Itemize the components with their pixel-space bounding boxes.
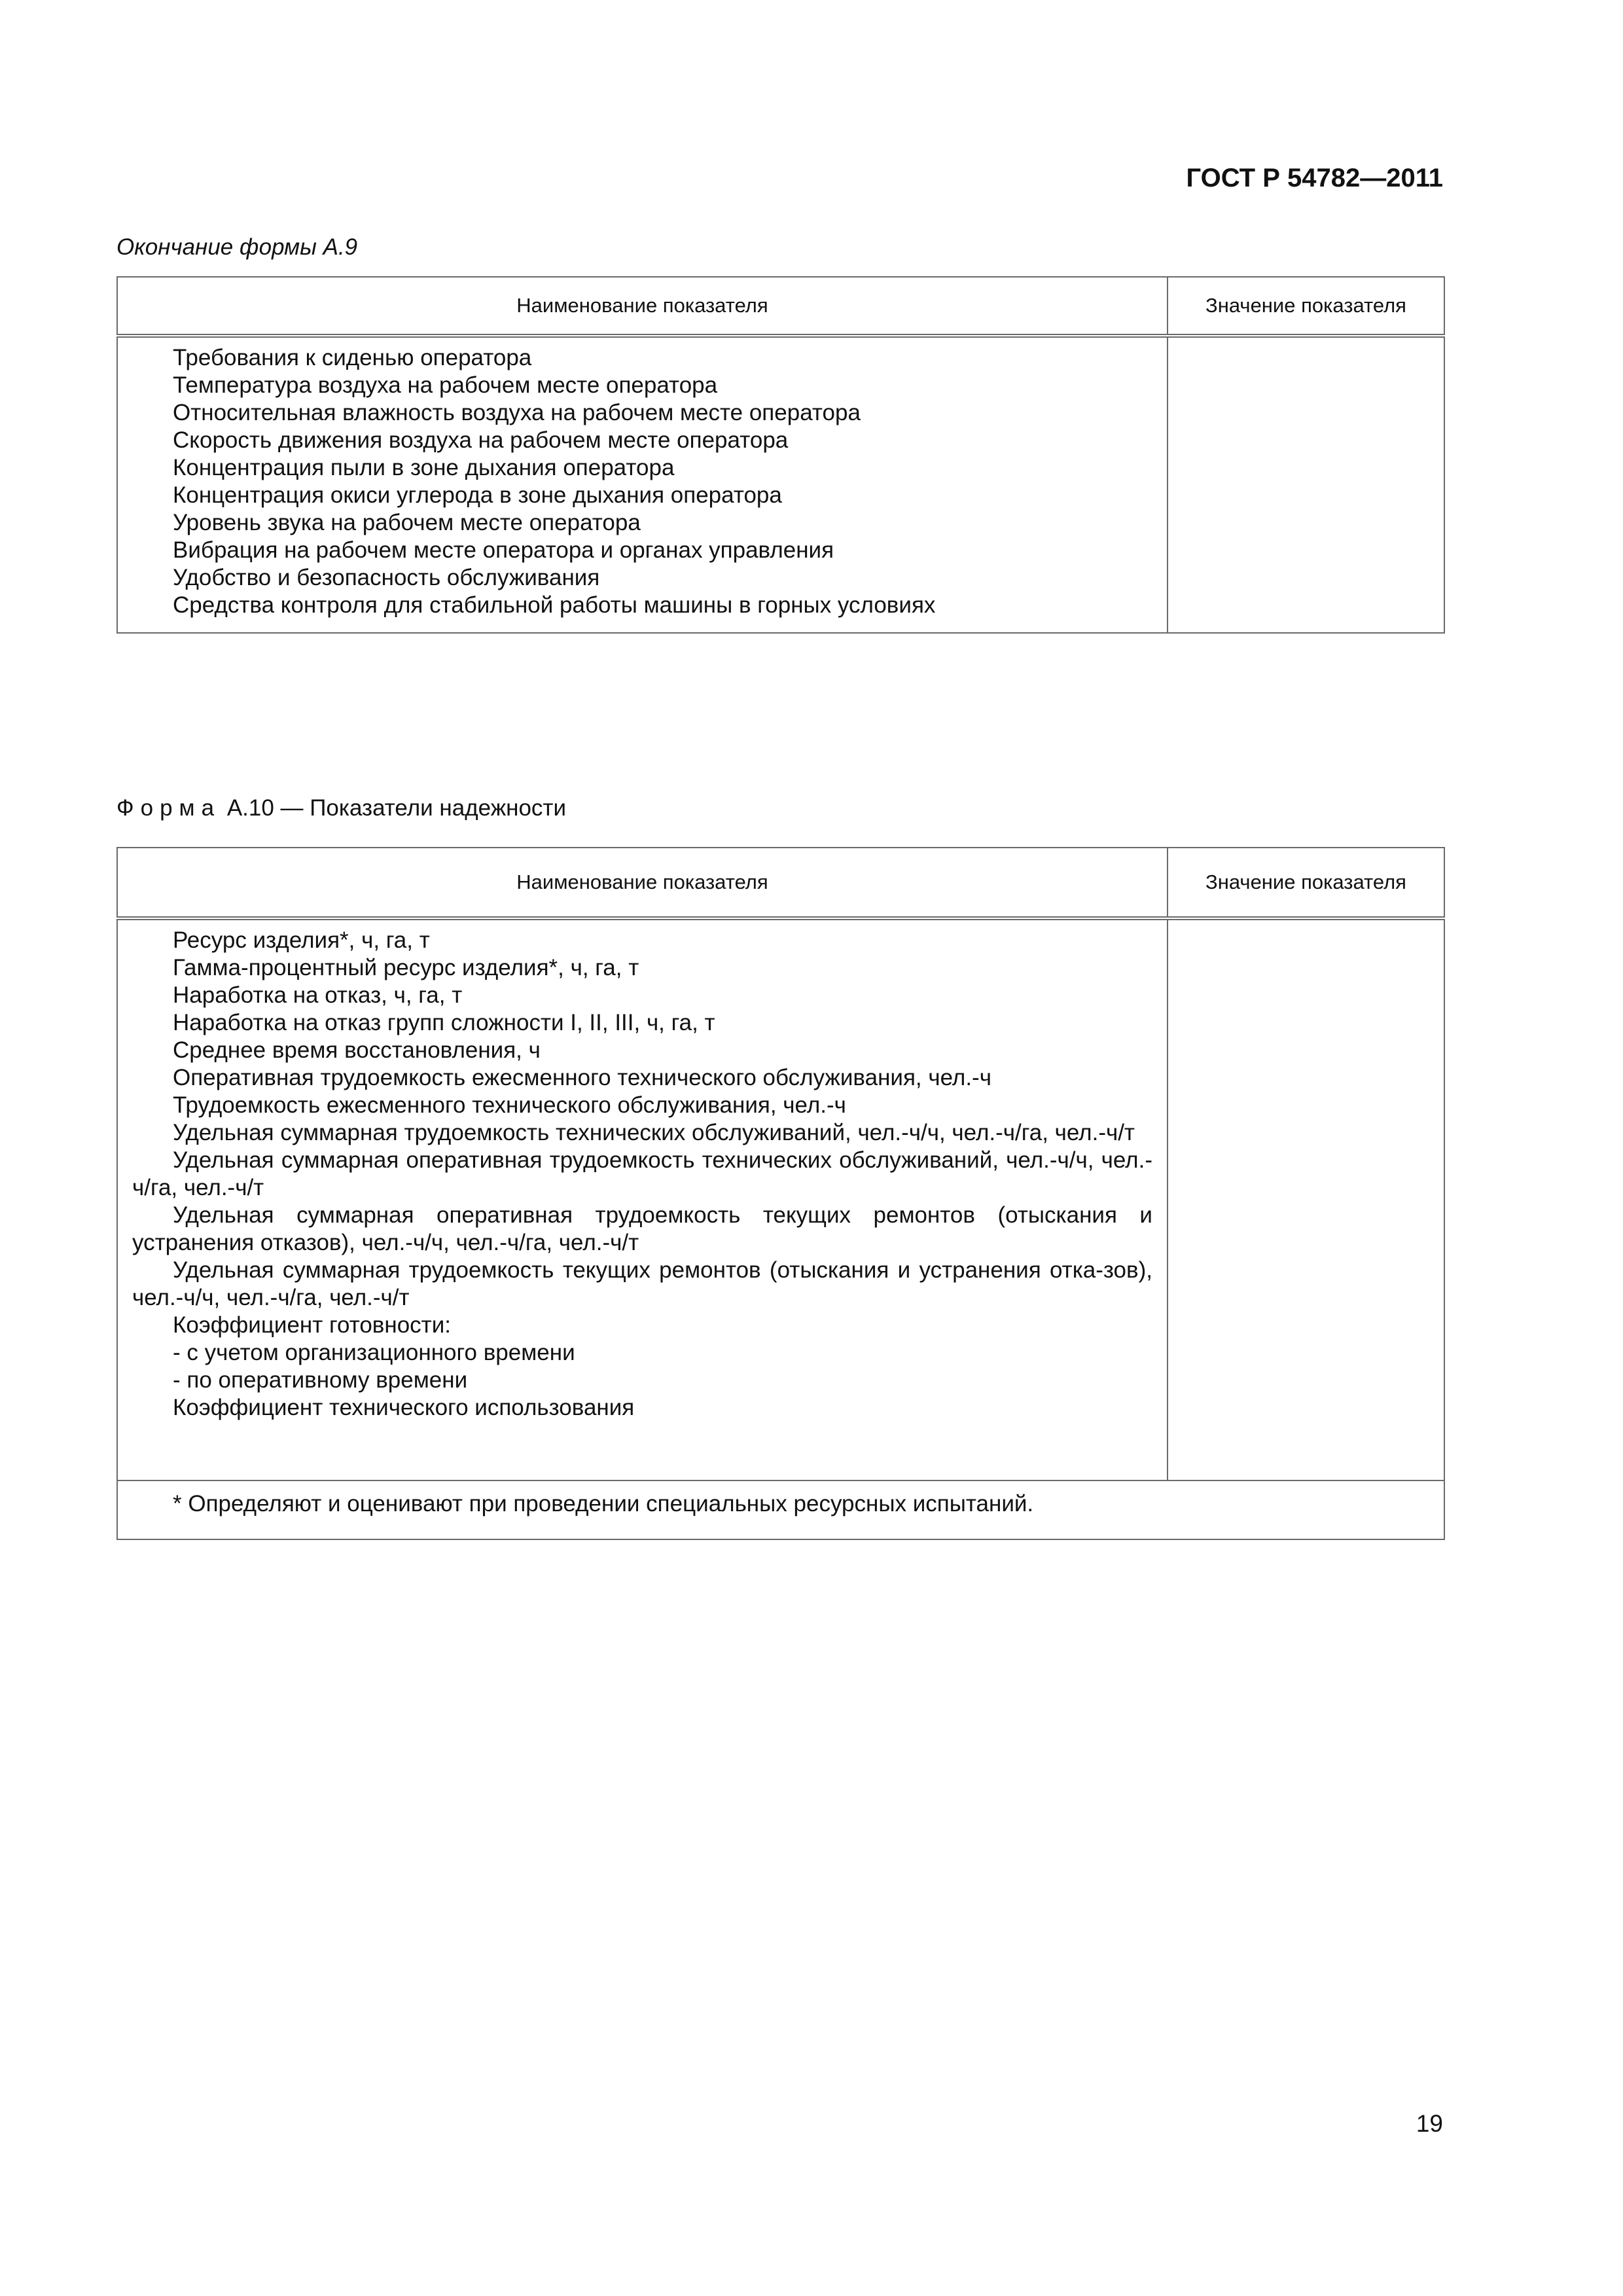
value-cell — [1168, 918, 1444, 1480]
list-item: Наработка на отказ, ч, га, т — [173, 982, 463, 1008]
list-item: - по оперативному времени — [173, 1367, 468, 1393]
table-header-row — [117, 277, 1444, 336]
table-row — [117, 918, 1444, 1480]
column-header-value: Значение показателя — [1168, 848, 1444, 918]
list-item: Удобство и безопасность обслуживания — [173, 565, 600, 590]
table-header-row — [117, 848, 1444, 918]
column-header-value: Значение показателя — [1168, 277, 1444, 336]
list-item: Трудоемкость ежесменного технического обслуживания, чел.-ч — [173, 1092, 846, 1118]
column-header-name: Наименование показателя — [117, 848, 1168, 918]
list-item: Скорость движения воздуха на рабочем месте оператора — [173, 427, 789, 453]
list-item: Средства контроля для стабильной работы машины в горных условиях — [173, 592, 936, 618]
list-item: Оперативная трудоемкость ежесменного технического обслуживания, чел.-ч — [173, 1065, 991, 1090]
column-header-name: Наименование показателя — [117, 277, 1168, 336]
list-item: Удельная суммарная трудоемкость технических обслуживаний, чел.-ч/ч, чел.-ч/га, чел.-ч/т — [173, 1120, 1135, 1145]
indicator-list-cell — [117, 336, 1168, 633]
list-item: Удельная суммарная трудоемкость текущих ремонтов (отыскания и устранения отка-зов), чел.-ч/ч, чел.-ч/га, чел.-ч/т — [132, 1257, 1152, 1310]
document-code: ГОСТ Р 54782—2011 — [1186, 164, 1443, 192]
list-item: Гамма-процентный ресурс изделия*, ч, га, т — [173, 955, 639, 980]
list-item: Удельная суммарная оперативная трудоемкость текущих ремонтов (отыскания и устранения отказов), чел.-ч/ч, чел.-ч/га, чел.-ч/т — [132, 1202, 1152, 1255]
form-a9-caption: Окончание формы А.9 — [116, 234, 358, 260]
list-item: Наработка на отказ групп сложности I, II, III, ч, га, т — [173, 1010, 715, 1035]
list-item: - с учетом организационного времени — [173, 1340, 575, 1365]
list-item: Ресурс изделия*, ч, га, т — [173, 927, 430, 953]
value-cell — [1168, 336, 1444, 633]
indicator-list-cell — [117, 918, 1168, 1480]
list-item: Вибрация на рабочем месте оператора и органах управления — [173, 537, 834, 563]
form-a10-caption-prefix: Форма — [116, 795, 221, 821]
form-a10-caption — [116, 793, 566, 823]
list-item: Коэффициент технического использования — [173, 1395, 635, 1420]
list-item: Концентрация пыли в зоне дыхания оператора — [173, 455, 675, 480]
list-item: Температура воздуха на рабочем месте оператора — [173, 372, 718, 398]
footnote: * Определяют и оценивают при проведении специальных ресурсных испытаний. — [117, 1480, 1444, 1539]
list-item: Требования к сиденью оператора — [173, 345, 532, 370]
list-item: Удельная суммарная оперативная трудоемкость технических обслуживаний, чел.-ч/ч, чел.-ч/га, чел.-ч/т — [132, 1147, 1152, 1200]
list-item: Относительная влажность воздуха на рабочем месте оператора — [173, 400, 861, 425]
footnote-row — [117, 1480, 1444, 1539]
page-number: 19 — [1416, 2110, 1443, 2137]
form-a10-table — [116, 847, 1445, 1540]
table-row — [117, 336, 1444, 633]
list-item: Концентрация окиси углерода в зоне дыхания оператора — [173, 482, 782, 508]
list-item: Среднее время восстановления, ч — [173, 1037, 541, 1063]
form-a9-table — [116, 276, 1445, 634]
list-item: Коэффициент готовности: — [173, 1312, 451, 1338]
form-a10-caption-title: А.10 — Показатели надежности — [226, 795, 566, 821]
list-item: Уровень звука на рабочем месте оператора — [173, 510, 641, 535]
